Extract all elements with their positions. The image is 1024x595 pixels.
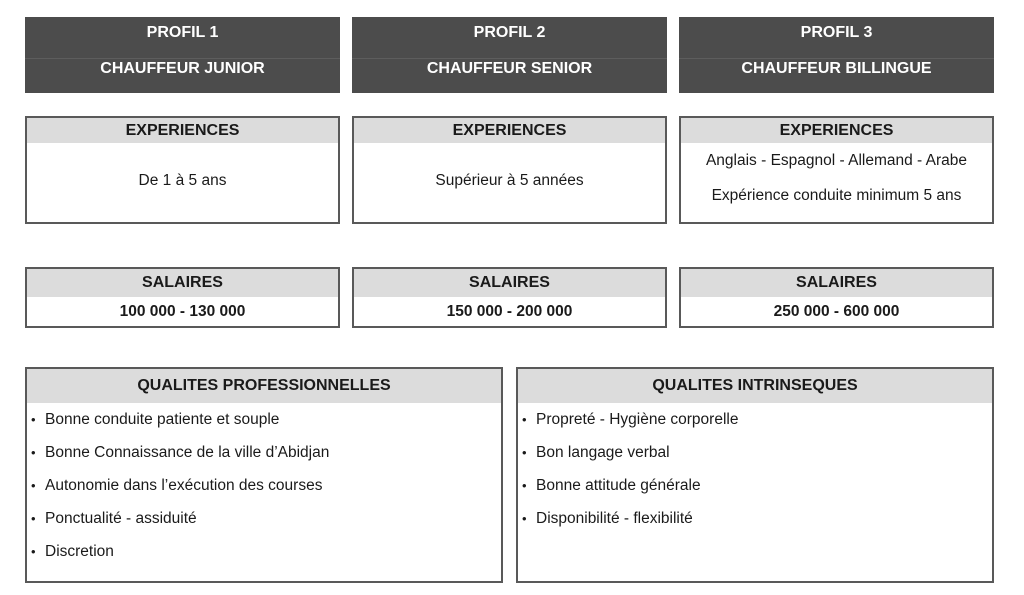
experience-driving: Expérience conduite minimum 5 ans bbox=[711, 187, 962, 204]
profile-2-title: CHAUFFEUR SENIOR bbox=[426, 60, 593, 77]
list-item: • Bonne Connaissance de la ville d’Abidjan bbox=[27, 436, 501, 469]
qualites-intrinseques-header: QUALITES INTRINSEQUES bbox=[518, 369, 992, 403]
profile-1-number: PROFIL 1 bbox=[146, 24, 219, 41]
bullet-icon: • bbox=[522, 412, 527, 427]
experiences-header: EXPERIENCES bbox=[354, 118, 665, 143]
experience-text: Supérieur à 5 années bbox=[435, 172, 584, 189]
experiences-header: EXPERIENCES bbox=[27, 118, 338, 143]
bullet-icon: • bbox=[31, 412, 36, 427]
salary-range: 100 000 - 130 000 bbox=[119, 303, 246, 320]
bullet-icon: • bbox=[31, 511, 36, 526]
profile-3-number: PROFIL 3 bbox=[800, 24, 873, 41]
profile-3-divider bbox=[679, 58, 994, 59]
bullet-icon: • bbox=[522, 511, 527, 526]
salaires-card-1 bbox=[25, 267, 340, 328]
bullet-icon: • bbox=[31, 445, 36, 460]
experiences-header: EXPERIENCES bbox=[681, 118, 992, 143]
list-item: • Autonomie dans l’exécution des courses bbox=[27, 469, 501, 502]
bullet-icon: • bbox=[31, 478, 36, 493]
profile-2-header bbox=[352, 17, 667, 93]
qualites-intrinseques-card bbox=[516, 367, 994, 583]
salaires-header: SALAIRES bbox=[27, 269, 338, 297]
salaires-card-3 bbox=[679, 267, 994, 328]
profile-3-title: CHAUFFEUR BILLINGUE bbox=[741, 60, 932, 77]
profile-2-number: PROFIL 2 bbox=[473, 24, 546, 41]
list-item: • Bon langage verbal bbox=[518, 436, 992, 469]
profile-2-divider bbox=[352, 58, 667, 59]
experiences-card-3 bbox=[679, 116, 994, 224]
list-item: • Ponctualité - assiduité bbox=[27, 502, 501, 535]
profile-1-title: CHAUFFEUR JUNIOR bbox=[100, 60, 265, 77]
list-item: • Disponibilité - flexibilité bbox=[518, 502, 992, 535]
qualites-professionnelles-card bbox=[25, 367, 503, 583]
salaires-header: SALAIRES bbox=[681, 269, 992, 297]
bullet-icon: • bbox=[522, 445, 527, 460]
experiences-card-2 bbox=[352, 116, 667, 224]
profile-3-header bbox=[679, 17, 994, 93]
profile-1-divider bbox=[25, 58, 340, 59]
salary-range: 250 000 - 600 000 bbox=[773, 303, 900, 320]
salaires-card-2 bbox=[352, 267, 667, 328]
bullet-icon: • bbox=[31, 544, 36, 559]
list-item: • Propreté - Hygiène corporelle bbox=[518, 403, 992, 436]
list-item: • Discretion bbox=[27, 535, 501, 568]
qualites-intrinseques-list bbox=[518, 403, 992, 535]
profile-1-header bbox=[25, 17, 340, 93]
salaires-header: SALAIRES bbox=[354, 269, 665, 297]
list-item: • Bonne conduite patiente et souple bbox=[27, 403, 501, 436]
qualites-professionnelles-list bbox=[27, 403, 501, 568]
bullet-icon: • bbox=[522, 478, 527, 493]
list-item: • Bonne attitude générale bbox=[518, 469, 992, 502]
salary-range: 150 000 - 200 000 bbox=[446, 303, 573, 320]
qualites-professionnelles-header: QUALITES PROFESSIONNELLES bbox=[27, 369, 501, 403]
experience-languages: Anglais - Espagnol - Allemand - Arabe bbox=[705, 152, 968, 169]
experience-text: De 1 à 5 ans bbox=[138, 172, 227, 189]
experiences-card-1 bbox=[25, 116, 340, 224]
